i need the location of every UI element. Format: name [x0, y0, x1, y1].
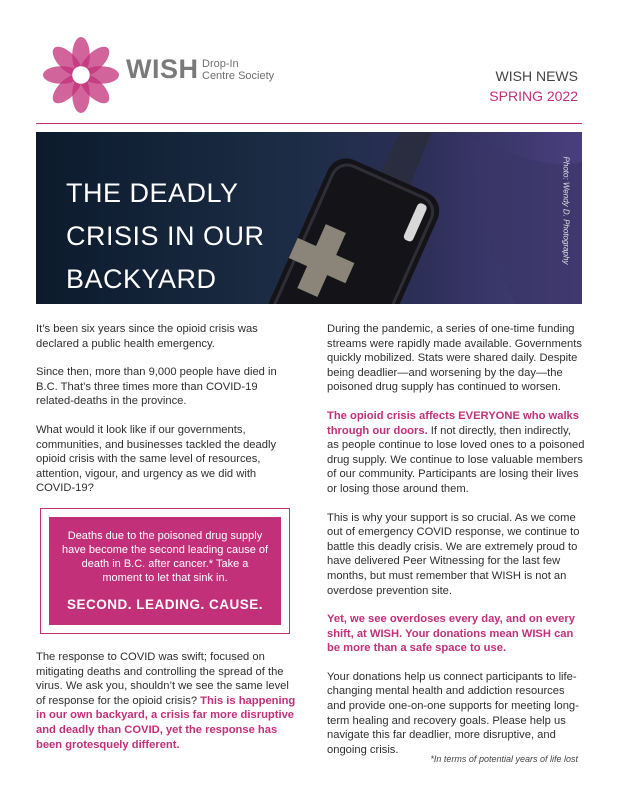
callout-panel — [49, 517, 281, 625]
right-column — [327, 322, 585, 771]
paragraph: Your donations help us connect participants to life-changing mental health and addiction resources and provide one-on-one supports for meeting long-term healing and recovery goals. Please help us navigate this far deadlier, more disruptive, and ongoing crisis. — [327, 670, 579, 756]
paragraph-text: The response to COVID was swift; focused on mitigating deaths and controlling the spread of the virus. We ask you, shouldn’t we see the same level of response for the opioid crisis? — [36, 651, 289, 707]
hero-title-line-2: CRISIS IN OUR — [66, 221, 265, 251]
paragraph-text: If not directly, then indirectly, as people continue to lose loved ones to a poisoned drug supply. We continue to lose valuable members of our community. Participants are losing their lives or losing those around them. — [327, 424, 585, 495]
wish-logo — [42, 36, 282, 108]
footnote: *In terms of potential years of life lost — [430, 754, 578, 764]
newsletter-name: WISH NEWS — [495, 68, 578, 84]
hero-banner — [36, 132, 582, 304]
paragraph — [36, 650, 298, 752]
paragraph: During the pandemic, a series of one-time funding streams were rapidly made available. Governments quickly mobilized. Stats were shared daily. Despite being deadlier—and worsening by the day—the poisoned drug supply has continued to worsen. — [327, 323, 582, 394]
logo-subline — [202, 58, 274, 82]
header-divider — [36, 123, 582, 124]
left-column — [36, 322, 298, 510]
hero-title — [66, 172, 265, 301]
photo-credit: Photo: Wendy D. Photography — [561, 156, 571, 265]
paragraph: This is why your support is so crucial. As we come out of emergency COVID response, we continue to battle this deadly crisis. We are extremely proud to have delivered Peer Witnessing for the last few months, but must remember that WISH is not an overdose prevention site. — [327, 511, 580, 597]
flower-logo-icon — [42, 36, 120, 114]
paragraph: It’s been six years since the opioid crisis was declared a public health emergency. — [36, 323, 258, 350]
left-column-lower — [36, 650, 298, 766]
issue-date: SPRING 2022 — [489, 88, 578, 104]
hero-title-line-1: THE DEADLY — [66, 178, 239, 208]
highlight-paragraph: Yet, we see overdoses every day, and on every shift, at WISH. Your donations mean WISH can be more than a safe space to use. — [327, 613, 575, 655]
paragraph — [327, 409, 585, 497]
newsletter-issue — [489, 66, 578, 106]
callout-text: Deaths due to the poisoned drug supply have become the second leading cause of death in B.C. after cancer.* Take a moment to let that sink in. — [61, 530, 269, 584]
hero-title-line-3: BACKYARD — [66, 264, 217, 294]
logo-subline-1: Drop-In — [202, 58, 239, 70]
highlight-text: The opioid crisis affects EVERYONE who walks through our doors. — [327, 409, 579, 437]
paragraph: What would it look like if our governments, communities, and businesses tackled the deadly opioid crisis with the same level of resources, attention, vigour, and urgency as we did with COVID-19? — [36, 423, 277, 495]
logo-wordmark: WISH — [126, 54, 199, 84]
logo-subline-2: Centre Society — [202, 70, 275, 82]
callout-headline: SECOND. LEADING. CAUSE. — [66, 597, 264, 612]
callout-box — [40, 508, 290, 634]
paragraph: Since then, more than 9,000 people have died in B.C. That’s three times more than COVID-19 related-deaths in the province. — [36, 366, 277, 408]
highlight-text: This is happening in our own backyard, a crisis far more disruptive and deadly than COVID, yet the response has been grotesquely different. — [36, 694, 296, 751]
